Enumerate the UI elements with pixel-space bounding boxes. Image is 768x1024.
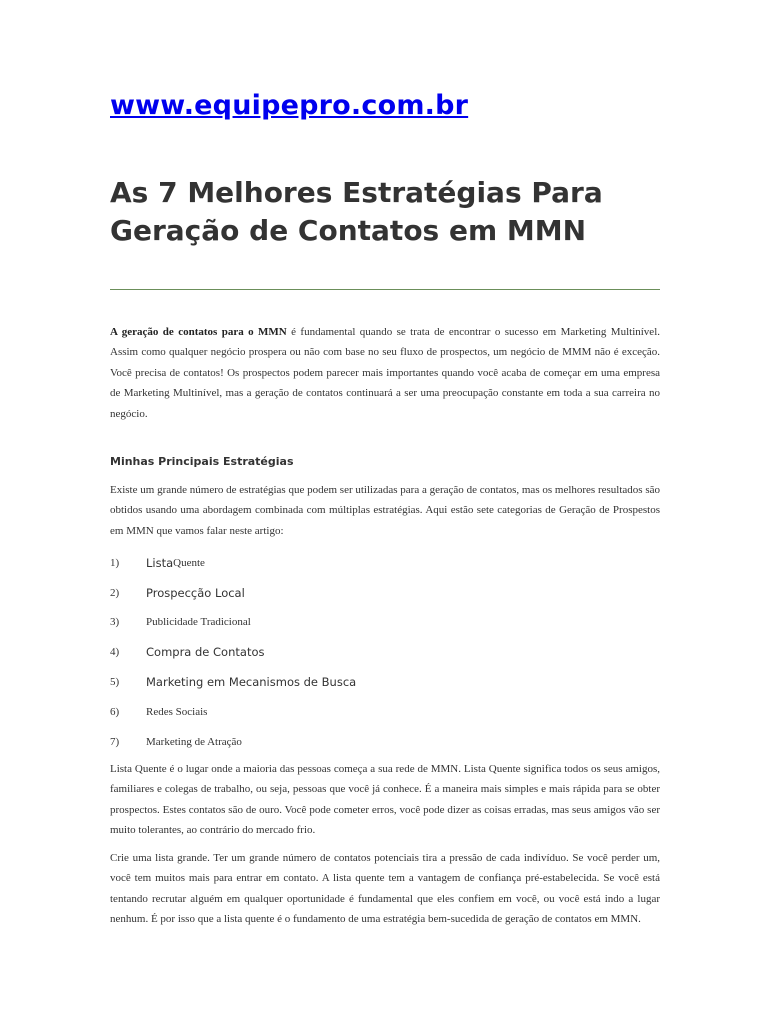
list-item: [110, 578, 660, 608]
list-item-label-suffix: Redes Sociais: [146, 705, 208, 718]
list-item: [110, 548, 660, 578]
list-item-number: 6): [110, 705, 120, 718]
site-link[interactable]: www.equipepro.com.br: [110, 90, 469, 121]
list-item: [110, 667, 660, 697]
section-heading: Minhas Principais Estratégias: [110, 455, 294, 468]
crie-lista-paragraph: Crie uma lista grande. Ter um grande número de contatos potenciais tira a pressão de cada indivíduo. Se você perder um, você tem muitos mais para entrar em contato. A lista quente tem a vantagem de confiança pré-estabelecida. Se você está tentando recrutar alguém em qualquer oportunidade é fundamental que eles confiem em você, ou você está indo a lugar nenhum. É por isso que a lista quente é o fundamento de uma estratégia bem-sucedida de geração de contatos em MMN.: [110, 852, 660, 926]
list-item-number: 5): [110, 676, 120, 689]
list-item-number: 4): [110, 646, 120, 659]
list-item-label: Marketing em Mecanismos de Busca: [146, 675, 357, 690]
section-intro-paragraph: Existe um grande número de estratégias que podem ser utilizadas para a geração de contatos, mas os melhores resultados são obtidos usando uma abordagem combinada com múltiplas estratégias. Aqui estão sete categorias de Geração de Prospestos em MMN que vamos falar neste artigo:: [110, 484, 660, 537]
list-item-number: 1): [110, 556, 120, 569]
article-title: As 7 Melhores Estratégias Para Geração de Contatos em MMN: [110, 176, 603, 247]
list-item-label: Lista: [146, 555, 174, 570]
list-item-number: 2): [110, 586, 120, 599]
title-divider: [110, 289, 660, 290]
list-item-label: Prospecção Local: [146, 585, 245, 600]
list-item-label: Compra de Contatos: [146, 645, 265, 660]
list-item-label-suffix: Publicidade Tradicional: [146, 616, 251, 629]
list-item: [110, 727, 660, 757]
list-item: [110, 697, 660, 727]
intro-text: é fundamental quando se trata de encontrar o sucesso em Marketing Multinível. Assim como qualquer negócio prospera ou não com base no seu fluxo de prospectos, um negócio de MMM não é exceção. Você precisa de contatos! Os prospectos podem parecer mais importantes quando você acaba de começar em uma empresa de Marketing Multinível, mas a geração de contatos continuará a ser uma preocupação constante em toda a sua carreira no negócio.: [110, 326, 660, 420]
list-item: [110, 608, 660, 638]
intro-bold-lead: A geração de contatos para o MMN: [110, 326, 287, 338]
list-item-number: 3): [110, 616, 120, 629]
list-item: [110, 637, 660, 667]
lista-quente-paragraph: Lista Quente é o lugar onde a maioria das pessoas começa a sua rede de MMN. Lista Quente significa todos os seus amigos, familiares e colegas de trabalho, ou seja, pessoas que você já conhece. É a maneira mais simples e mais rápida para se obter prospectos. Estes contatos são de ouro. Você pode cometer erros, você pode dizer as coisas erradas, mas seus amigos vão ser muito tolerantes, ao contrário do mercado frio.: [110, 763, 660, 837]
intro-paragraph: [110, 322, 660, 424]
list-item-label-suffix: Marketing de Atração: [146, 735, 242, 748]
list-item-label-suffix: Quente: [173, 556, 205, 569]
strategy-list: [110, 548, 660, 757]
list-item-number: 7): [110, 735, 120, 748]
